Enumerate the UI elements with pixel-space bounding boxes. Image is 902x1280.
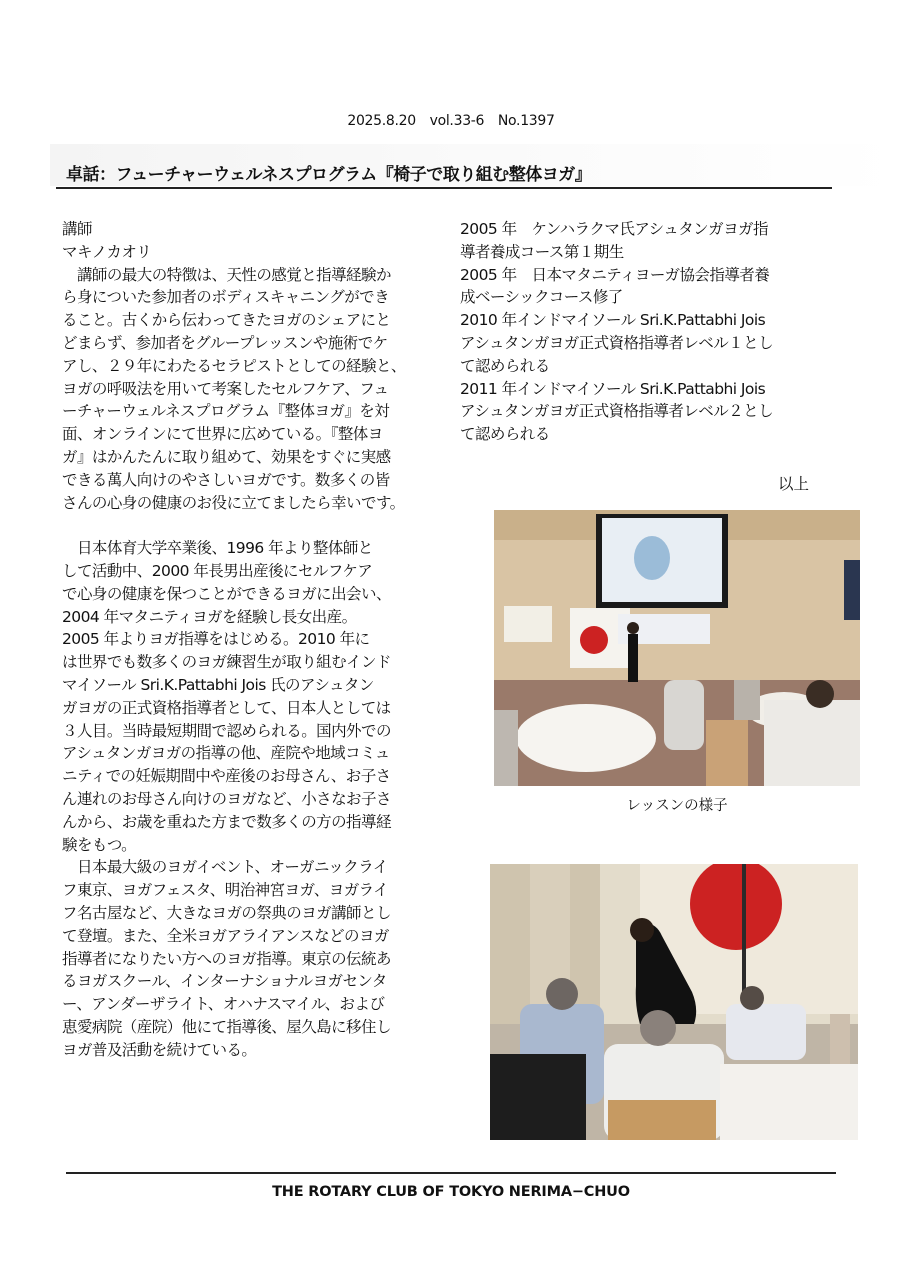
- bio-line: できる萬人向けのやさしいヨガです。数多くの皆: [62, 470, 390, 489]
- credential-line: 成ベーシックコース修了: [460, 288, 623, 307]
- career-line: て登壇。また、全米ヨガアライアンスなどのヨガ: [62, 926, 389, 945]
- career-line: 日本体育大学卒業後、1996 年より整体師と: [62, 539, 373, 558]
- credential-line: 2010 年インドマイソール Sri.K.Pattabhi Jois: [460, 311, 766, 330]
- bio-line: アし、２９年にわたるセラピストとしての経験と、: [62, 356, 406, 375]
- credential-line: アシュタンガヨガ正式資格指導者レベル１とし: [460, 333, 774, 352]
- career-line: ニティでの妊娠期間中や産後のお母さん、お子さ: [62, 767, 391, 786]
- bio-line: ガ』はかんたんに取り組めて、効果をすぐに実感: [62, 447, 391, 466]
- career-line: して活動中、2000 年長男出産後にセルフケア: [62, 561, 373, 580]
- career-line: 恵愛病院（産院）他にて指導後、屋久島に移住し: [62, 1017, 391, 1036]
- paragraph-spacer: [62, 514, 440, 537]
- speaker-name: マキノカオリ: [62, 242, 152, 261]
- career-line: アシュタンガヨガの指導の他、産院や地域コミュ: [62, 744, 390, 763]
- career-line: るヨガスクール、インターナショナルヨガセンタ: [62, 972, 387, 991]
- credential-line: 2005 年 ケンハラクマ氏アシュタンガヨガ指: [460, 220, 768, 238]
- career-line: マイソール Sri.K.Pattabhi Jois 氏のアシュタン: [62, 675, 374, 694]
- credential-line: 導者養成コース第１期生: [460, 242, 624, 261]
- credential-line: 2005 年 日本マタニティヨーガ協会指導者養: [460, 265, 770, 284]
- career-line: ん連れのお母さん向けのヨガなど、小さなお子さ: [62, 789, 391, 808]
- bio-line: 講師の最大の特徴は、天性の感覚と指導経験か: [62, 265, 391, 284]
- career-line: 指導者になりたい方へのヨガ指導。東京の伝統あ: [62, 949, 391, 968]
- footer-rule: [66, 1172, 836, 1174]
- page-title: 卓話：フューチャーウェルネスプログラム『椅子で取り組む整体ヨガ』: [66, 165, 592, 185]
- left-column: [62, 218, 440, 1061]
- career-line: ガヨガの正式資格指導者として、日本人としては: [62, 698, 391, 717]
- right-column: [460, 218, 832, 446]
- career-line: 2005 年よりヨガ指導をはじめる。2010 年に: [62, 630, 370, 649]
- credential-line: アシュタンガヨガ正式資格指導者レベル２とし: [460, 402, 774, 421]
- career-line: フ名古屋など、大きなヨガの祭典のヨガ講師とし: [62, 903, 391, 922]
- issue-line: 2025.8.20 vol.33-6 No.1397: [347, 113, 555, 129]
- career-line: ー、アンダーザライト、オハナスマイル、および: [62, 995, 385, 1014]
- career-line: 験をもつ。: [62, 835, 137, 854]
- career-line: ヨガ普及活動を続けている。: [62, 1040, 257, 1059]
- career-line: 日本最大級のヨガイベント、オーガニックライ: [62, 858, 388, 877]
- career-line: ３人目。当時最短期間で認められる。国内外での: [62, 721, 391, 740]
- footer-club-name: THE ROTARY CLUB OF TOKYO NERIMA−CHUO: [272, 1184, 630, 1200]
- bio-line: どまらず、参加者をグループレッスンや施術でケ: [62, 333, 388, 352]
- closing-mark: 以上: [778, 475, 810, 493]
- bio-line: 面、オンラインにて世界に広めている。『整体ヨ: [62, 425, 383, 444]
- speaker-role: 講師: [62, 220, 92, 238]
- career-line: は世界でも数多くのヨガ練習生が取り組むインド: [62, 653, 391, 672]
- bio-line: ーチャーウェルネスプログラム『整体ヨガ』を対: [62, 402, 390, 421]
- career-line: で心身の健康を保つことができるヨガに出会い、: [62, 584, 391, 603]
- lesson-photo-instructor: [490, 864, 858, 1140]
- career-line: 2004 年マタニティヨガを経験し長女出産。: [62, 607, 357, 626]
- career-line: フ東京、ヨガフェスタ、明治神宮ヨガ、ヨガライ: [62, 881, 389, 900]
- credential-line: 2011 年インドマイソール Sri.K.Pattabhi Jois: [460, 379, 766, 398]
- bio-line: ら身についた参加者のボディスキャニングができ: [62, 288, 390, 307]
- photo-caption: レッスンの様子: [626, 798, 728, 814]
- credential-line: て認められる: [460, 356, 550, 375]
- credential-line: て認められる: [460, 425, 550, 444]
- career-line: んから、お歳を重ねた方まで数多くの方の指導経: [62, 812, 391, 831]
- bio-line: ること。古くから伝わってきたヨガのシェアにと: [62, 311, 391, 330]
- bio-line: ヨガの呼吸法を用いて考案したセルフケア、フュ: [62, 379, 389, 398]
- bio-line: さんの心身の健康のお役に立てましたら幸いです。: [62, 493, 405, 512]
- lesson-photo-hall: [494, 510, 860, 786]
- title-underline: [56, 187, 832, 189]
